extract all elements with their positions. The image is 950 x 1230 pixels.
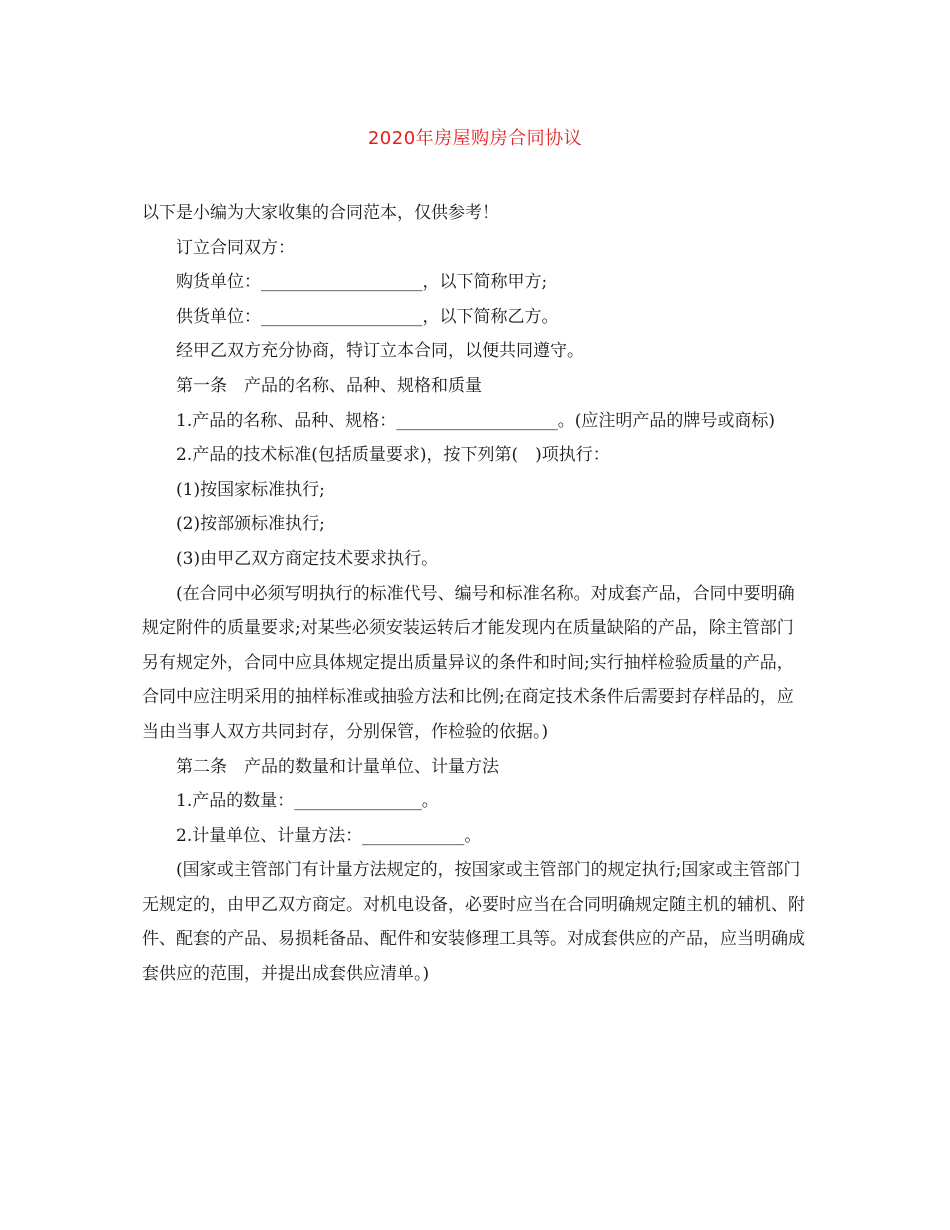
article-1-option-1: (1)按国家标准执行; [176, 479, 325, 500]
article-1-option-2: (2)按部颁标准执行; [176, 514, 325, 535]
intro-paragraph: 以下是小编为大家收集的合同范本，仅供参考！ [142, 203, 499, 223]
agreement-statement: 经甲乙双方充分协商，特订立本合同，以便共同遵守。 [176, 341, 584, 362]
article-1-note: (在合同中必须写明执行的标准代号、编号和标准名称。对成套产品，合同中要明确规定附件的质量要求;对某些必须安装运转后才能发现内在质量缺陷的产品，除主管部门另有规定外，合同中应具体规定提出质量异议的条件和时间;实行抽样检验质量的产品，合同中应注明采用的抽样标准或抽验方法和比例;在商定技术条件后需要封存样品的，应当由当事人双方共同封存，分别保管，作检验的依据。) [142, 583, 795, 742]
article-2-item-1: 1.产品的数量：_______________。 [176, 791, 439, 812]
article-1-item-2: 2.产品的技术标准(包括质量要求)，按下列第( )项执行： [176, 445, 610, 466]
document-body [142, 196, 810, 992]
article-2-heading: 第二条 产品的数量和计量单位、计量方法 [176, 756, 499, 777]
document-title: 2020年房屋购房合同协议 [367, 128, 583, 149]
article-1-item-1: 1.产品的名称、品种、规格：___________________。(应注明产品的牌号或商标) [176, 410, 775, 431]
supplier-line: 供货单位：___________________，以下简称乙方。 [176, 306, 559, 327]
article-1-option-3: (3)由甲乙双方商定技术要求执行。 [176, 548, 439, 569]
article-1-heading: 第一条 产品的名称、品种、规格和质量 [176, 375, 482, 396]
article-2-note: (国家或主管部门有计量方法规定的，按国家或主管部门的规定执行;国家或主管部门无规定的，由甲乙双方商定。对机电设备，必要时应当在合同明确规定随主机的辅机、附件、配套的产品、易损耗备品、配件和安装修理工具等。对成套供应的产品，应当明确成套供应的范围，并提出成套供应清单。) [142, 860, 805, 985]
buyer-line: 购货单位：___________________，以下简称甲方; [176, 272, 548, 293]
article-2-item-2: 2.计量单位、计量方法：____________。 [176, 825, 482, 846]
parties-heading: 订立合同双方： [176, 237, 295, 258]
